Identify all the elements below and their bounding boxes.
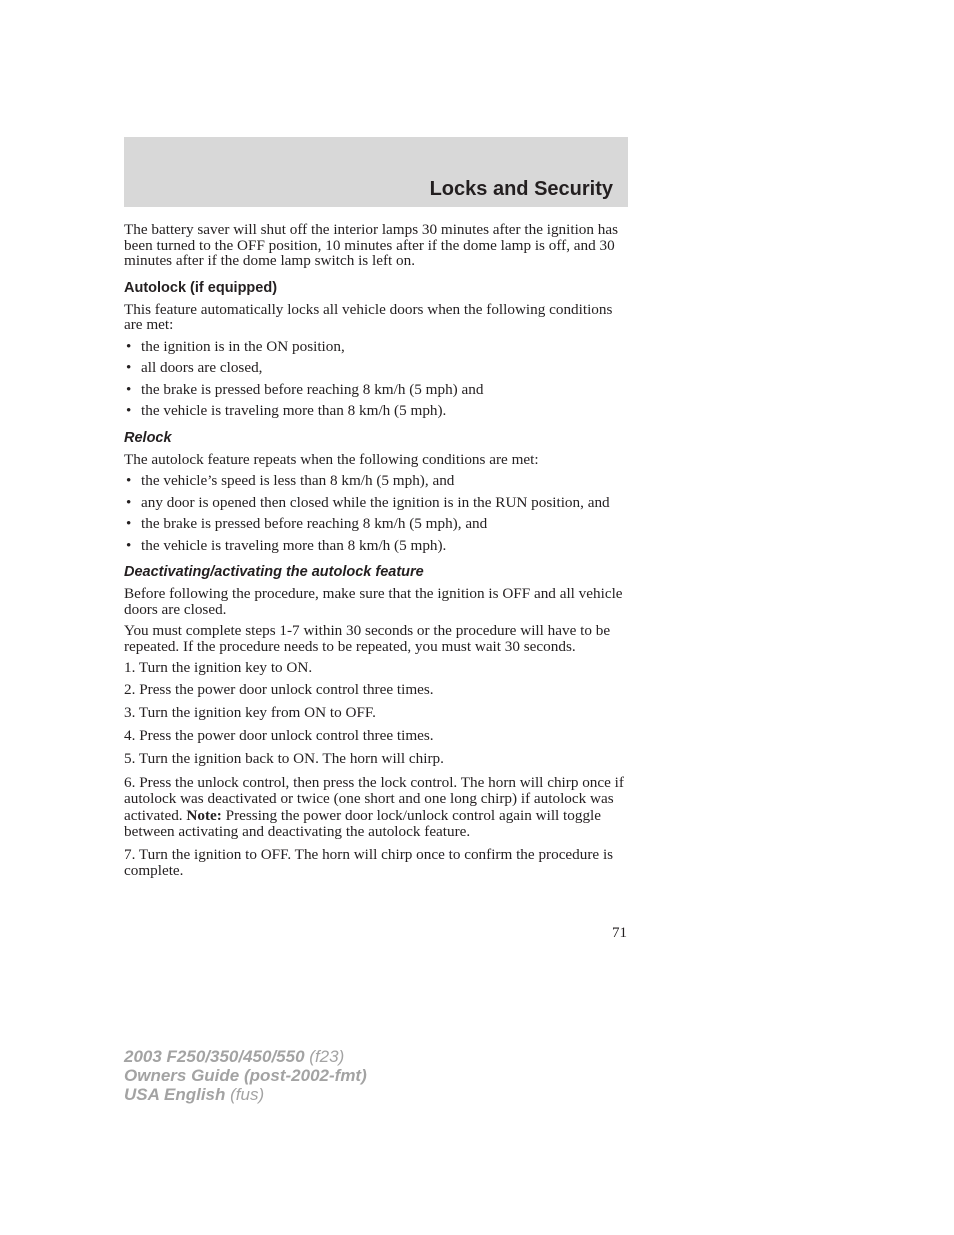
list-item: • any door is opened then closed while the ignition is in the RUN position, and — [124, 495, 628, 511]
footer-line-1 — [124, 1047, 367, 1066]
procedure-step: 4. Press the power door unlock control three times. — [124, 726, 434, 744]
list-item: • the vehicle is traveling more than 8 km/h (5 mph). — [124, 403, 628, 419]
footer-model-code: (f23) — [309, 1047, 345, 1066]
page-number: 71 — [612, 925, 627, 941]
footer-line-3 — [124, 1085, 367, 1104]
list-item: • the vehicle’s speed is less than 8 km/h (5 mph), and — [124, 473, 628, 489]
list-item: • the vehicle is traveling more than 8 km/h (5 mph). — [124, 538, 628, 554]
section-title: Locks and Security — [429, 178, 613, 200]
procedure-step: 2. Press the power door unlock control three times. — [124, 680, 434, 698]
procedure-step: 3. Turn the ignition key from ON to OFF. — [124, 704, 376, 721]
page-content — [124, 222, 628, 886]
procedure-step-6 — [124, 775, 628, 841]
deactivating-paragraph-2: You must complete steps 1-7 within 30 seconds or the procedure will have to be repeated. If the procedure needs to be repeated, you must wait 30 seconds. — [124, 622, 611, 655]
list-item: • the brake is pressed before reaching 8 km/h (5 mph) and — [124, 382, 628, 398]
footer-guide: Owners Guide (post-2002-fmt) — [124, 1066, 367, 1085]
deactivating-paragraph-1: Before following the procedure, make sure that the ignition is OFF and all vehicle doors are closed. — [124, 585, 623, 618]
list-item: • the ignition is in the ON position, — [124, 339, 628, 355]
procedure-step-7: 7. Turn the ignition to OFF. The horn will chirp once to confirm the procedure is complete. — [124, 845, 614, 879]
footer-line-2 — [124, 1066, 367, 1085]
relock-conditions-list — [124, 473, 628, 553]
relock-heading: Relock — [124, 429, 172, 446]
procedure-step: 5. Turn the ignition back to ON. The horn will chirp. — [124, 750, 444, 767]
footer-language: USA English — [124, 1085, 226, 1104]
step-6-text: 6. Press the unlock control, then press the lock control. The horn will chirp once if autolock was deactivated or twice (one short and one long chirp) if autolock was activated. — [124, 773, 624, 824]
procedure-step: 1. Turn the ignition key to ON. — [124, 659, 313, 676]
autolock-heading: Autolock (if equipped) — [124, 279, 278, 296]
list-item: • all doors are closed, — [124, 360, 628, 376]
autolock-conditions-list — [124, 339, 628, 419]
battery-saver-paragraph: The battery saver will shut off the interior lamps 30 minutes after the ignition has been turned to the OFF position, 10 minutes after if the dome lamp is off, and 30 minutes after if the dome lamp switch is left on. — [124, 221, 619, 269]
note-label: Note: — [186, 806, 222, 824]
relock-intro: The autolock feature repeats when the following conditions are met: — [124, 450, 539, 468]
footer-language-code: (fus) — [230, 1085, 265, 1104]
list-item: • the brake is pressed before reaching 8 km/h (5 mph), and — [124, 516, 628, 532]
document-footer — [124, 1047, 367, 1104]
footer-model: 2003 F250/350/450/550 — [124, 1047, 305, 1066]
note-text: Pressing the power door lock/unlock control again will toggle between activating and deactivating the autolock feature. — [124, 806, 602, 840]
autolock-intro: This feature automatically locks all vehicle doors when the following conditions are met: — [124, 300, 613, 333]
deactivating-heading: Deactivating/activating the autolock feature — [124, 564, 424, 580]
section-header-band — [124, 137, 628, 207]
